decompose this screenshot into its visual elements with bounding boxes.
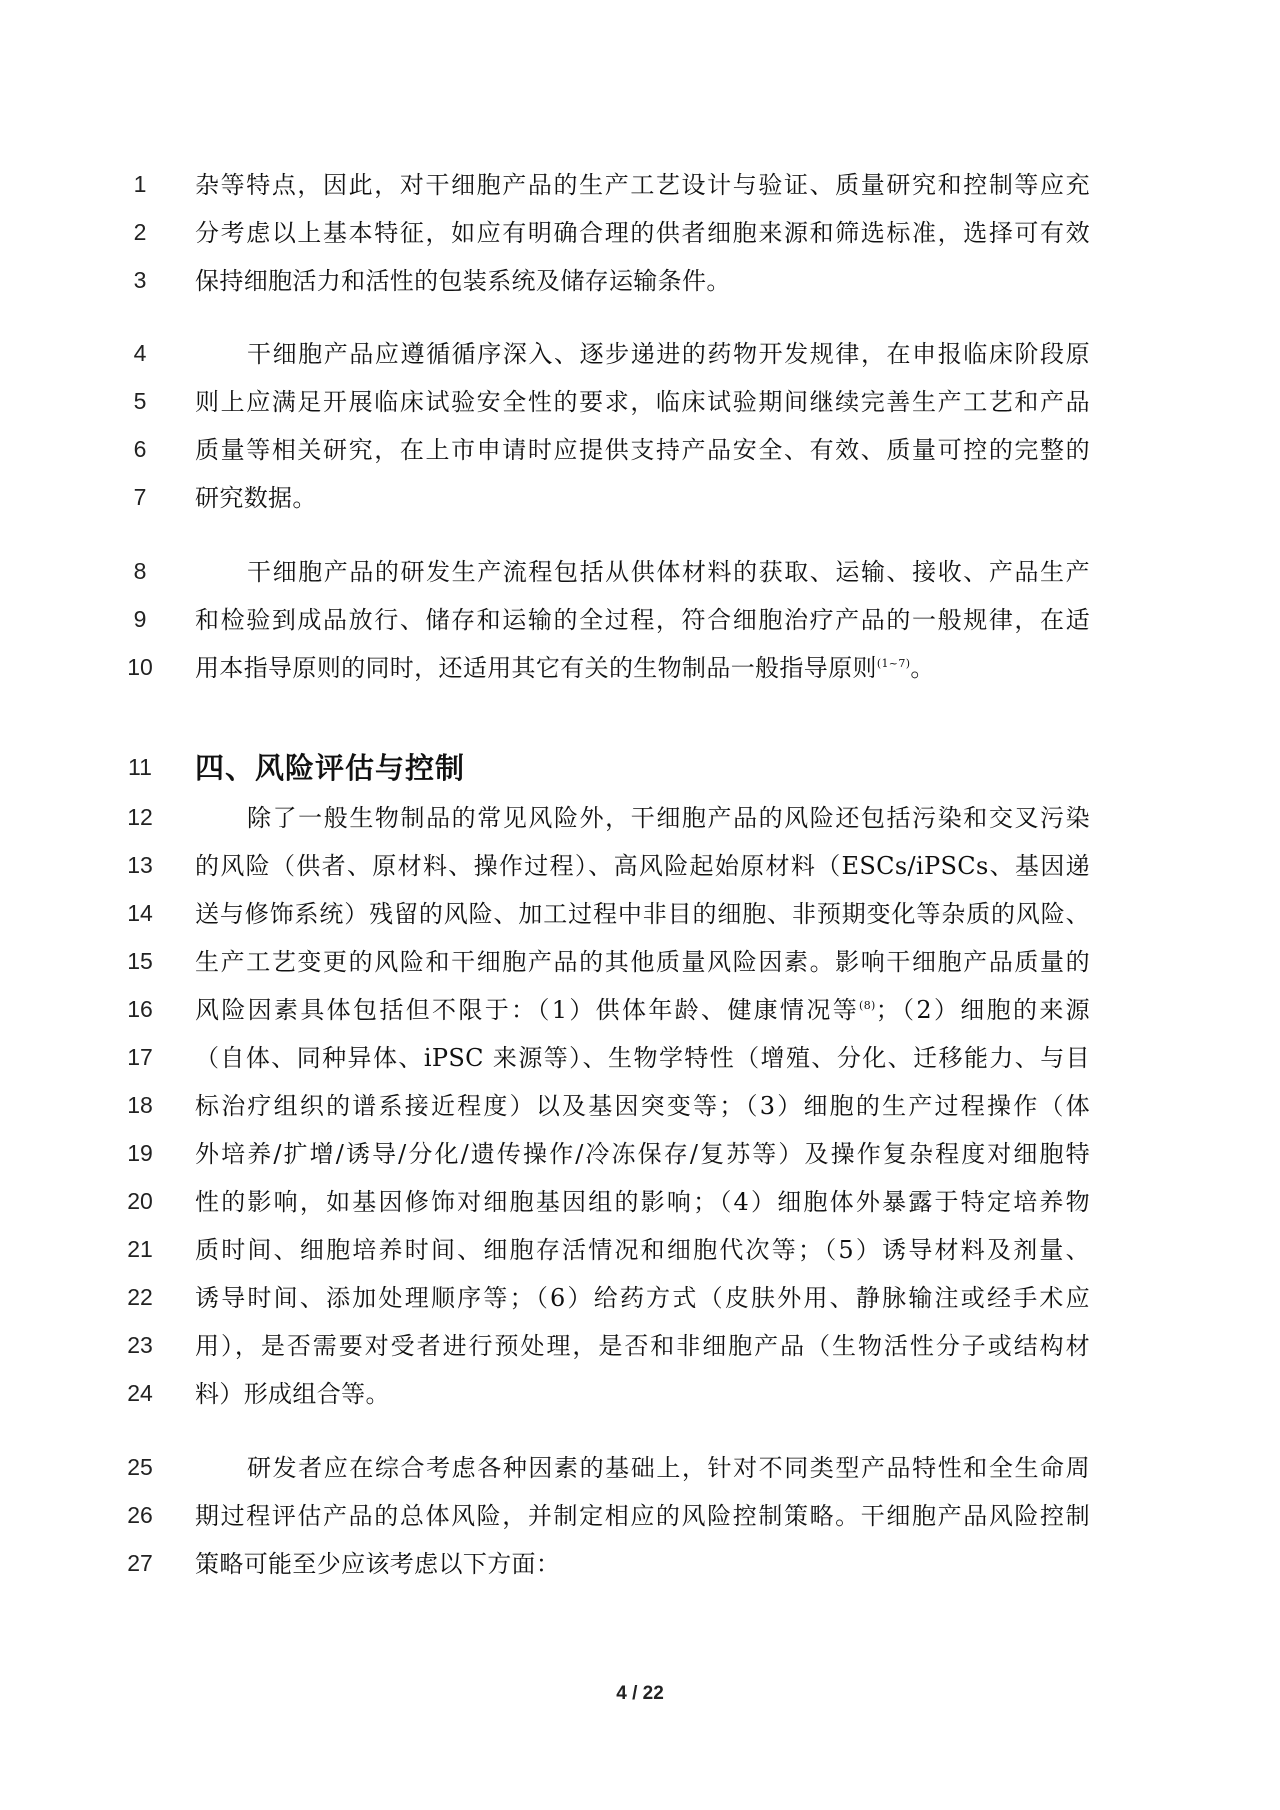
text-line — [0, 1038, 1280, 1078]
text-line — [0, 1496, 1280, 1536]
line-text-main: 风险因素具体包括但不限于：（1）供体年龄、健康情况等 — [195, 996, 860, 1024]
text-line — [0, 894, 1280, 934]
line-number: 19 — [127, 1140, 153, 1166]
text-line — [0, 1086, 1280, 1126]
text-line — [0, 382, 1280, 422]
line-number: 8 — [133, 558, 147, 584]
line-text: 标治疗组织的谱系接近程度）以及基因突变等；（3）细胞的生产过程操作（体 — [195, 1092, 1090, 1120]
text-line — [0, 552, 1280, 592]
text-line — [0, 165, 1280, 205]
text-line — [0, 1134, 1280, 1174]
line-number: 22 — [127, 1284, 153, 1310]
text-line — [0, 261, 1280, 301]
line-text-tail: ；（2）细胞的来源 — [875, 996, 1091, 1024]
line-number: 17 — [127, 1044, 153, 1070]
text-line — [0, 942, 1280, 982]
line-text: 分考虑以上基本特征，如应有明确合理的供者细胞来源和筛选标准，选择可有效 — [195, 219, 1090, 247]
citation-superscript: (8) — [859, 999, 876, 1012]
line-text: 研究数据。 — [195, 484, 317, 512]
text-line — [0, 1448, 1280, 1488]
line-text — [195, 990, 1090, 1030]
line-text: 除了一般生物制品的常见风险外，干细胞产品的风险还包括污染和交叉污染 — [247, 804, 1090, 832]
line-number: 6 — [133, 436, 147, 462]
line-text: 性的影响，如基因修饰对细胞基因组的影响；（4）细胞体外暴露于特定培养物 — [195, 1188, 1090, 1216]
line-number: 3 — [133, 267, 147, 293]
line-text: 和检验到成品放行、储存和运输的全过程，符合细胞治疗产品的一般规律，在适 — [195, 606, 1090, 634]
line-number: 16 — [127, 996, 153, 1022]
text-line — [0, 213, 1280, 253]
text-line — [0, 1326, 1280, 1366]
text-line — [0, 1182, 1280, 1222]
text-line — [0, 1374, 1280, 1414]
line-number: 12 — [127, 804, 153, 830]
text-line — [0, 846, 1280, 886]
line-text-tail: 。 — [910, 654, 935, 682]
line-number: 11 — [128, 754, 152, 780]
line-text: 策略可能至少应该考虑以下方面： — [195, 1550, 561, 1578]
line-number: 4 — [133, 340, 147, 366]
line-text: 期过程评估产品的总体风险，并制定相应的风险控制策略。干细胞产品风险控制 — [195, 1502, 1090, 1530]
line-number: 10 — [127, 654, 153, 680]
line-text: 诱导时间、添加处理顺序等；（6）给药方式（皮肤外用、静脉输注或经手术应 — [195, 1284, 1090, 1312]
line-text — [195, 648, 1090, 688]
line-text-main: 用本指导原则的同时，还适用其它有关的生物制品一般指导原则 — [195, 654, 877, 682]
line-number: 2 — [133, 219, 147, 245]
line-number: 14 — [127, 900, 153, 926]
line-number: 24 — [127, 1380, 153, 1406]
section-heading: 四、风险评估与控制 — [195, 751, 466, 785]
line-number: 23 — [127, 1332, 153, 1358]
section-heading-line — [0, 748, 1280, 788]
line-number: 9 — [133, 606, 147, 632]
line-number: 18 — [127, 1092, 153, 1118]
text-line — [0, 600, 1280, 640]
line-number: 26 — [127, 1502, 153, 1528]
text-line — [0, 478, 1280, 518]
line-text: 研发者应在综合考虑各种因素的基础上，针对不同类型产品特性和全生命周 — [247, 1454, 1090, 1482]
line-number: 21 — [127, 1236, 153, 1262]
line-number: 15 — [127, 948, 153, 974]
line-number: 25 — [127, 1454, 153, 1480]
line-text: 质量等相关研究，在上市申请时应提供支持产品安全、有效、质量可控的完整的 — [195, 436, 1090, 464]
line-number: 13 — [127, 852, 153, 878]
text-line — [0, 648, 1280, 688]
line-text: 干细胞产品应遵循循序深入、逐步递进的药物开发规律，在申报临床阶段原 — [247, 340, 1090, 368]
line-number: 20 — [127, 1188, 153, 1214]
line-text: 则上应满足开展临床试验安全性的要求，临床试验期间继续完善生产工艺和产品 — [195, 388, 1090, 416]
text-line — [0, 1278, 1280, 1318]
line-text: 用），是否需要对受者进行预处理，是否和非细胞产品（生物活性分子或结构材 — [195, 1332, 1090, 1360]
line-text: 质时间、细胞培养时间、细胞存活情况和细胞代次等；（5）诱导材料及剂量、 — [195, 1236, 1090, 1264]
line-text: 的风险（供者、原材料、操作过程）、高风险起始原材料（ESCs/iPSCs、基因递 — [195, 852, 1090, 880]
line-number: 1 — [133, 171, 147, 197]
text-line — [0, 990, 1280, 1030]
citation-superscript: (1~7) — [876, 657, 911, 670]
line-text: 杂等特点，因此，对干细胞产品的生产工艺设计与验证、质量研究和控制等应充 — [195, 171, 1090, 199]
page-number: 4 / 22 — [616, 1683, 664, 1704]
line-text: 外培养/扩增/诱导/分化/遗传操作/冷冻保存/复苏等）及操作复杂程度对细胞特 — [195, 1140, 1090, 1168]
line-number: 7 — [133, 484, 147, 510]
line-text: 保持细胞活力和活性的包装系统及储存运输条件。 — [195, 267, 731, 295]
text-line — [0, 430, 1280, 470]
text-line — [0, 1544, 1280, 1584]
line-number: 5 — [133, 388, 147, 414]
text-line — [0, 334, 1280, 374]
text-line — [0, 798, 1280, 838]
line-text: （自体、同种异体、iPSC 来源等）、生物学特性（增殖、分化、迁移能力、与目 — [195, 1044, 1090, 1072]
line-text: 送与修饰系统）残留的风险、加工过程中非目的细胞、非预期变化等杂质的风险、 — [195, 900, 1090, 928]
line-text: 料）形成组合等。 — [195, 1380, 390, 1408]
line-number: 27 — [127, 1550, 153, 1576]
line-text: 干细胞产品的研发生产流程包括从供体材料的获取、运输、接收、产品生产 — [247, 558, 1090, 586]
text-line — [0, 1230, 1280, 1270]
line-text: 生产工艺变更的风险和干细胞产品的其他质量风险因素。影响干细胞产品质量的 — [195, 948, 1090, 976]
